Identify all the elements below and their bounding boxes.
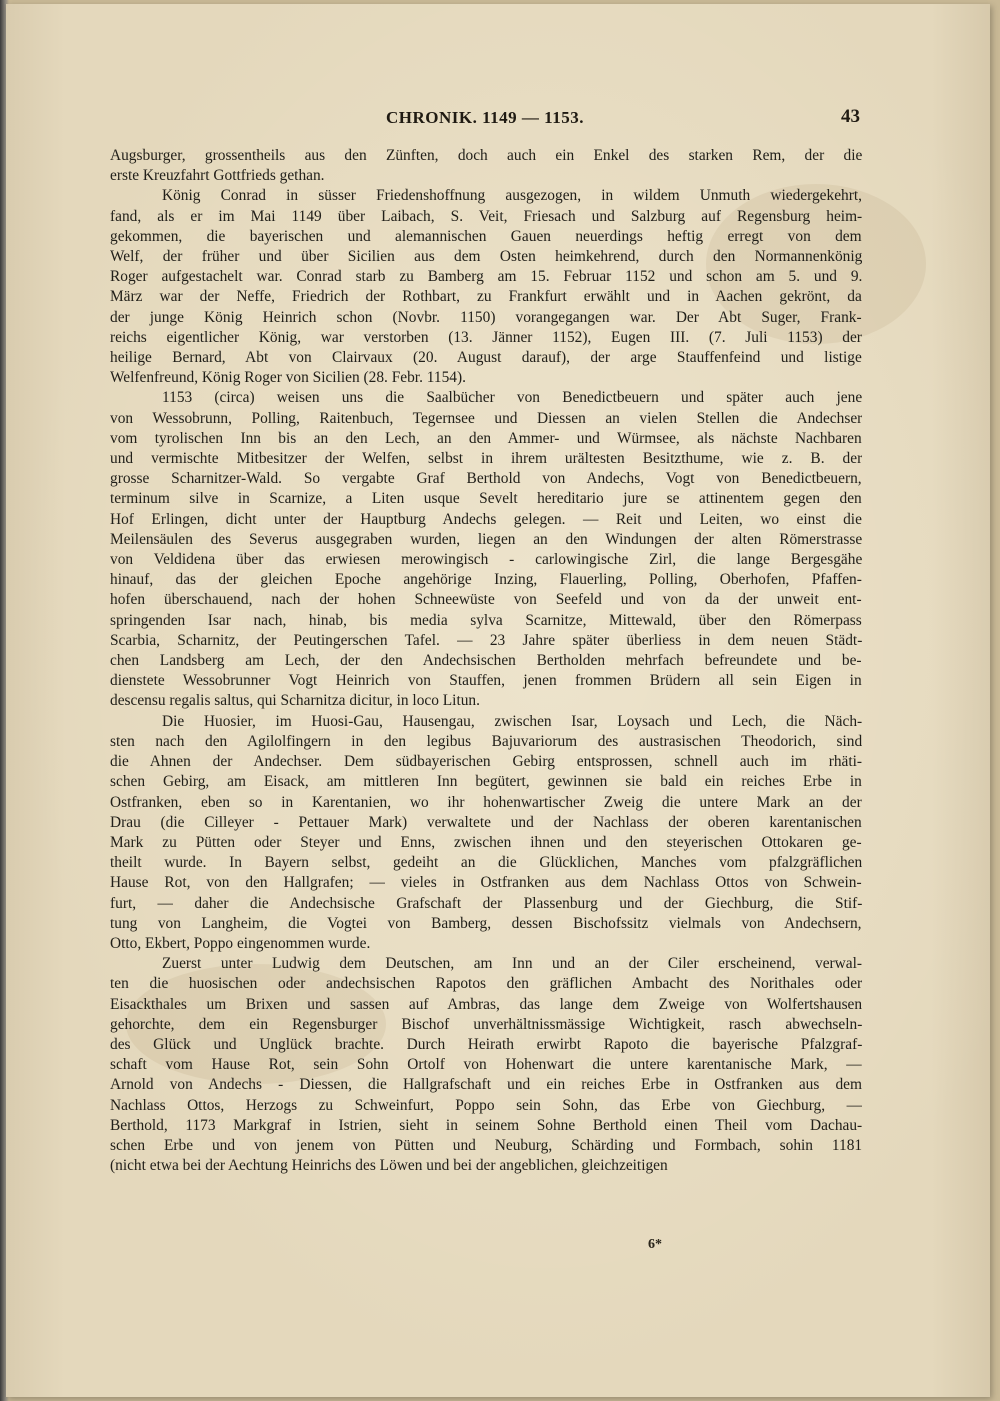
text-line: ten die huosischen oder andechsischen Rapotos den gräflichen Ambacht des Norithales oder bbox=[110, 975, 862, 993]
text-line: hofen überschauend, nach der hohen Schneewüste von Seefeld und von da der unweit ent- bbox=[110, 591, 862, 609]
text-line: die Ahnen der Andechser. Dem südbayerischen Gebirg entsprossen, schnell auch im rhäti- bbox=[110, 753, 862, 771]
text-line: Zuerst unter Ludwig dem Deutschen, am Inn und an der Ciler erscheinend, verwal- bbox=[162, 955, 862, 973]
text-line: terminum silve in Scarnize, a Liten usque Sevelt hereditario jure se attinentem gegen den bbox=[110, 490, 862, 508]
text-line: dienstete Wessobrunner Vogt Heinrich von Stauffen, jenen frommen Brüdern all sein Eigen in bbox=[110, 672, 862, 690]
text-line: heilige Bernard, Abt von Clairvaux (20. August darauf), der arge Stauffenfeind und listige bbox=[110, 349, 862, 367]
text-line: des Glück und Unglück brachte. Durch Heirath erwirbt Rapoto die bayerische Pfalzgraf- bbox=[110, 1035, 862, 1053]
text-line: von Wessobrunn, Polling, Raitenbuch, Tegernsee und Diessen an vielen Stellen die Andechser bbox=[110, 409, 862, 427]
text-line: Scarbia, Scharnitz, der Peutingerschen Tafel. — 23 Jahre später überliess in dem neuen Städt- bbox=[110, 631, 862, 649]
text-line: erste Kreuzfahrt Gottfrieds gethan. bbox=[110, 167, 325, 185]
text-line: Mark zu Pütten oder Steyer und Enns, zwischen ihnen und den steyerischen Ottokaren ge- bbox=[110, 833, 862, 851]
text-line: Welf, der früher und über Sicilien aus dem Osten heimkehrend, durch den Normannenkönig bbox=[110, 248, 862, 266]
text-line: Nachlass Ottos, Herzogs zu Schweinfurt, Poppo sein Sohn, das Erbe von Giechburg, — bbox=[110, 1096, 862, 1114]
text-line: Berthold, 1173 Markgraf in Istrien, sieht in seinem Sohne Berthold einen Theil vom Dachau- bbox=[110, 1116, 862, 1134]
text-line: März war der Neffe, Friedrich der Rothbart, zu Frankfurt erwählt und in Aachen gekrönt, da bbox=[110, 288, 862, 306]
text-line: der junge König Heinrich schon (Novbr. 1150) vorangegangen war. Der Abt Suger, Frank- bbox=[110, 308, 862, 326]
text-line: Arnold von Andechs - Diessen, die Hallgrafschaft und ein reiches Erbe in Ostfranken aus dem bbox=[110, 1076, 862, 1094]
text-line: Eisackthales um Brixen und sassen auf Ambras, das lange dem Zweige von Wolfertshausen bbox=[110, 995, 862, 1013]
text-line: descensu regalis saltus, qui Scharnitza dicitur, in loco Litun. bbox=[110, 692, 480, 710]
text-line: schaft vom Hause Rot, sein Sohn Ortolf von Hohenwart die untere karentanische Mark, — bbox=[110, 1056, 862, 1074]
text-line: reichs eigentlicher König, war verstorben (13. Jänner 1152), Eugen III. (7. Juli 1153) der bbox=[110, 328, 862, 346]
text-line: furt, — daher die Andechsische Grafschaft der Plassenburg und der Giechburg, die Stif- bbox=[110, 894, 862, 912]
text-line: Roger aufgestachelt war. Conrad starb zu Bamberg am 15. Februar 1152 und schon am 5. und 9. bbox=[110, 268, 862, 286]
text-line: Die Huosier, im Huosi-Gau, Hausengau, zwischen Isar, Loysach und Lech, die Näch- bbox=[162, 712, 862, 730]
text-line: Otto, Ekbert, Poppo eingenommen wurde. bbox=[110, 934, 371, 952]
text-line: Augsburger, grossentheils aus den Zünften, doch auch ein Enkel des starken Rem, der die bbox=[110, 147, 862, 164]
body-text bbox=[110, 146, 862, 1176]
text-line: theilt wurde. In Bayern selbst, gedeiht an die Glücklichen, Manches vom pfalzgräflichen bbox=[110, 854, 862, 872]
text-line: gekommen, die bayerischen und alemannischen Gauen neuerdings heftig erregt von dem bbox=[110, 227, 862, 245]
text-line: und vermischte Mitbesitzer der Welfen, selbst in ihrem urältesten Besitzthume, wie z. B. der bbox=[110, 450, 862, 468]
text-line: Hause Rot, von den Hallgrafen; — vieles in Ostfranken aus dem Nachlass Ottos von Schwein- bbox=[110, 874, 862, 892]
text-line: hinauf, das der gleichen Epoche angehörige Inzing, Flauerling, Polling, Oberhofen, Pfaffen- bbox=[110, 571, 862, 589]
text-line: König Conrad in süsser Friedenshoffnung ausgezogen, in wildem Unmuth wiedergekehrt, bbox=[162, 187, 862, 205]
text-line: sten nach den Agilolfingern in den legibus Bajuvariorum des austrasischen Theodorich, sind bbox=[110, 732, 862, 750]
text-line: Drau (die Cilleyer - Pettauer Mark) verwaltete und der Nachlass der oberen karentanischen bbox=[110, 813, 862, 831]
running-title: CHRONIK. 1149 — 1153. bbox=[386, 108, 584, 127]
text-line: vom tyrolischen Inn bis an den Lech, an den Ammer- und Würmsee, als nächste Nachbaren bbox=[110, 429, 862, 447]
page-number: 43 bbox=[841, 106, 860, 127]
text-line: chen Landsberg am Lech, der den Andechsischen Bertholden mehrfach befreundete und be- bbox=[110, 652, 862, 670]
text-line: fand, als er im Mai 1149 über Laibach, S. Veit, Friesach und Salzburg auf Regensburg heim- bbox=[110, 207, 862, 225]
text-line: Ostfranken, eben so in Karentanien, wo ihr hohenwartischer Zweig die untere Mark an der bbox=[110, 793, 862, 811]
text-line: Welfenfreund, König Roger von Sicilien (28. Febr. 1154). bbox=[110, 369, 466, 387]
page-header bbox=[110, 108, 860, 134]
text-line: gehorchte, dem ein Regensburger Bischof unverhältnissmässige Wichtigkeit, rasch abwechseln- bbox=[110, 1015, 862, 1033]
text-line: grosse Scharnitzer-Wald. So vergabte Graf Berthold von Andechs, Vogt von Benedictbeuern, bbox=[110, 470, 862, 488]
text-line: von Veldidena über das erwiesen merowingisch - carlowingische Zirl, die lange Bergesgähe bbox=[110, 551, 862, 569]
text-line: tung von Langheim, die Vogtei von Bamberg, dessen Bischofssitz vielmals von Andechsern, bbox=[110, 914, 862, 932]
text-line: schen Erbe und von jenem von Pütten und Neuburg, Schärding und Formbach, sohin 1181 bbox=[110, 1136, 862, 1154]
signature-mark: 6* bbox=[648, 1237, 662, 1252]
text-line: 1153 (circa) weisen uns die Saalbücher von Benedictbeuern und später auch jene bbox=[162, 389, 862, 407]
text-line: springenden Isar nach, hinab, bis media sylva Scarnitze, Mittewald, über den Römerpass bbox=[110, 611, 862, 629]
text-line: Hof Erlingen, dicht unter der Hauptburg Andechs gelegen. — Reit und Leiten, wo einst die bbox=[110, 510, 862, 528]
text-line: (nicht etwa bei der Aechtung Heinrichs des Löwen und bei der angeblichen, gleichzeitigen bbox=[110, 1157, 668, 1175]
text-line: schen Gebirg, am Eisack, am mittleren Inn begütert, gewinnen sie bald ein reiches Erbe in bbox=[110, 773, 862, 791]
text-line: Meilensäulen des Severus ausgegraben wurden, liegen an den Windungen der alten Römerstrasse bbox=[110, 530, 862, 548]
